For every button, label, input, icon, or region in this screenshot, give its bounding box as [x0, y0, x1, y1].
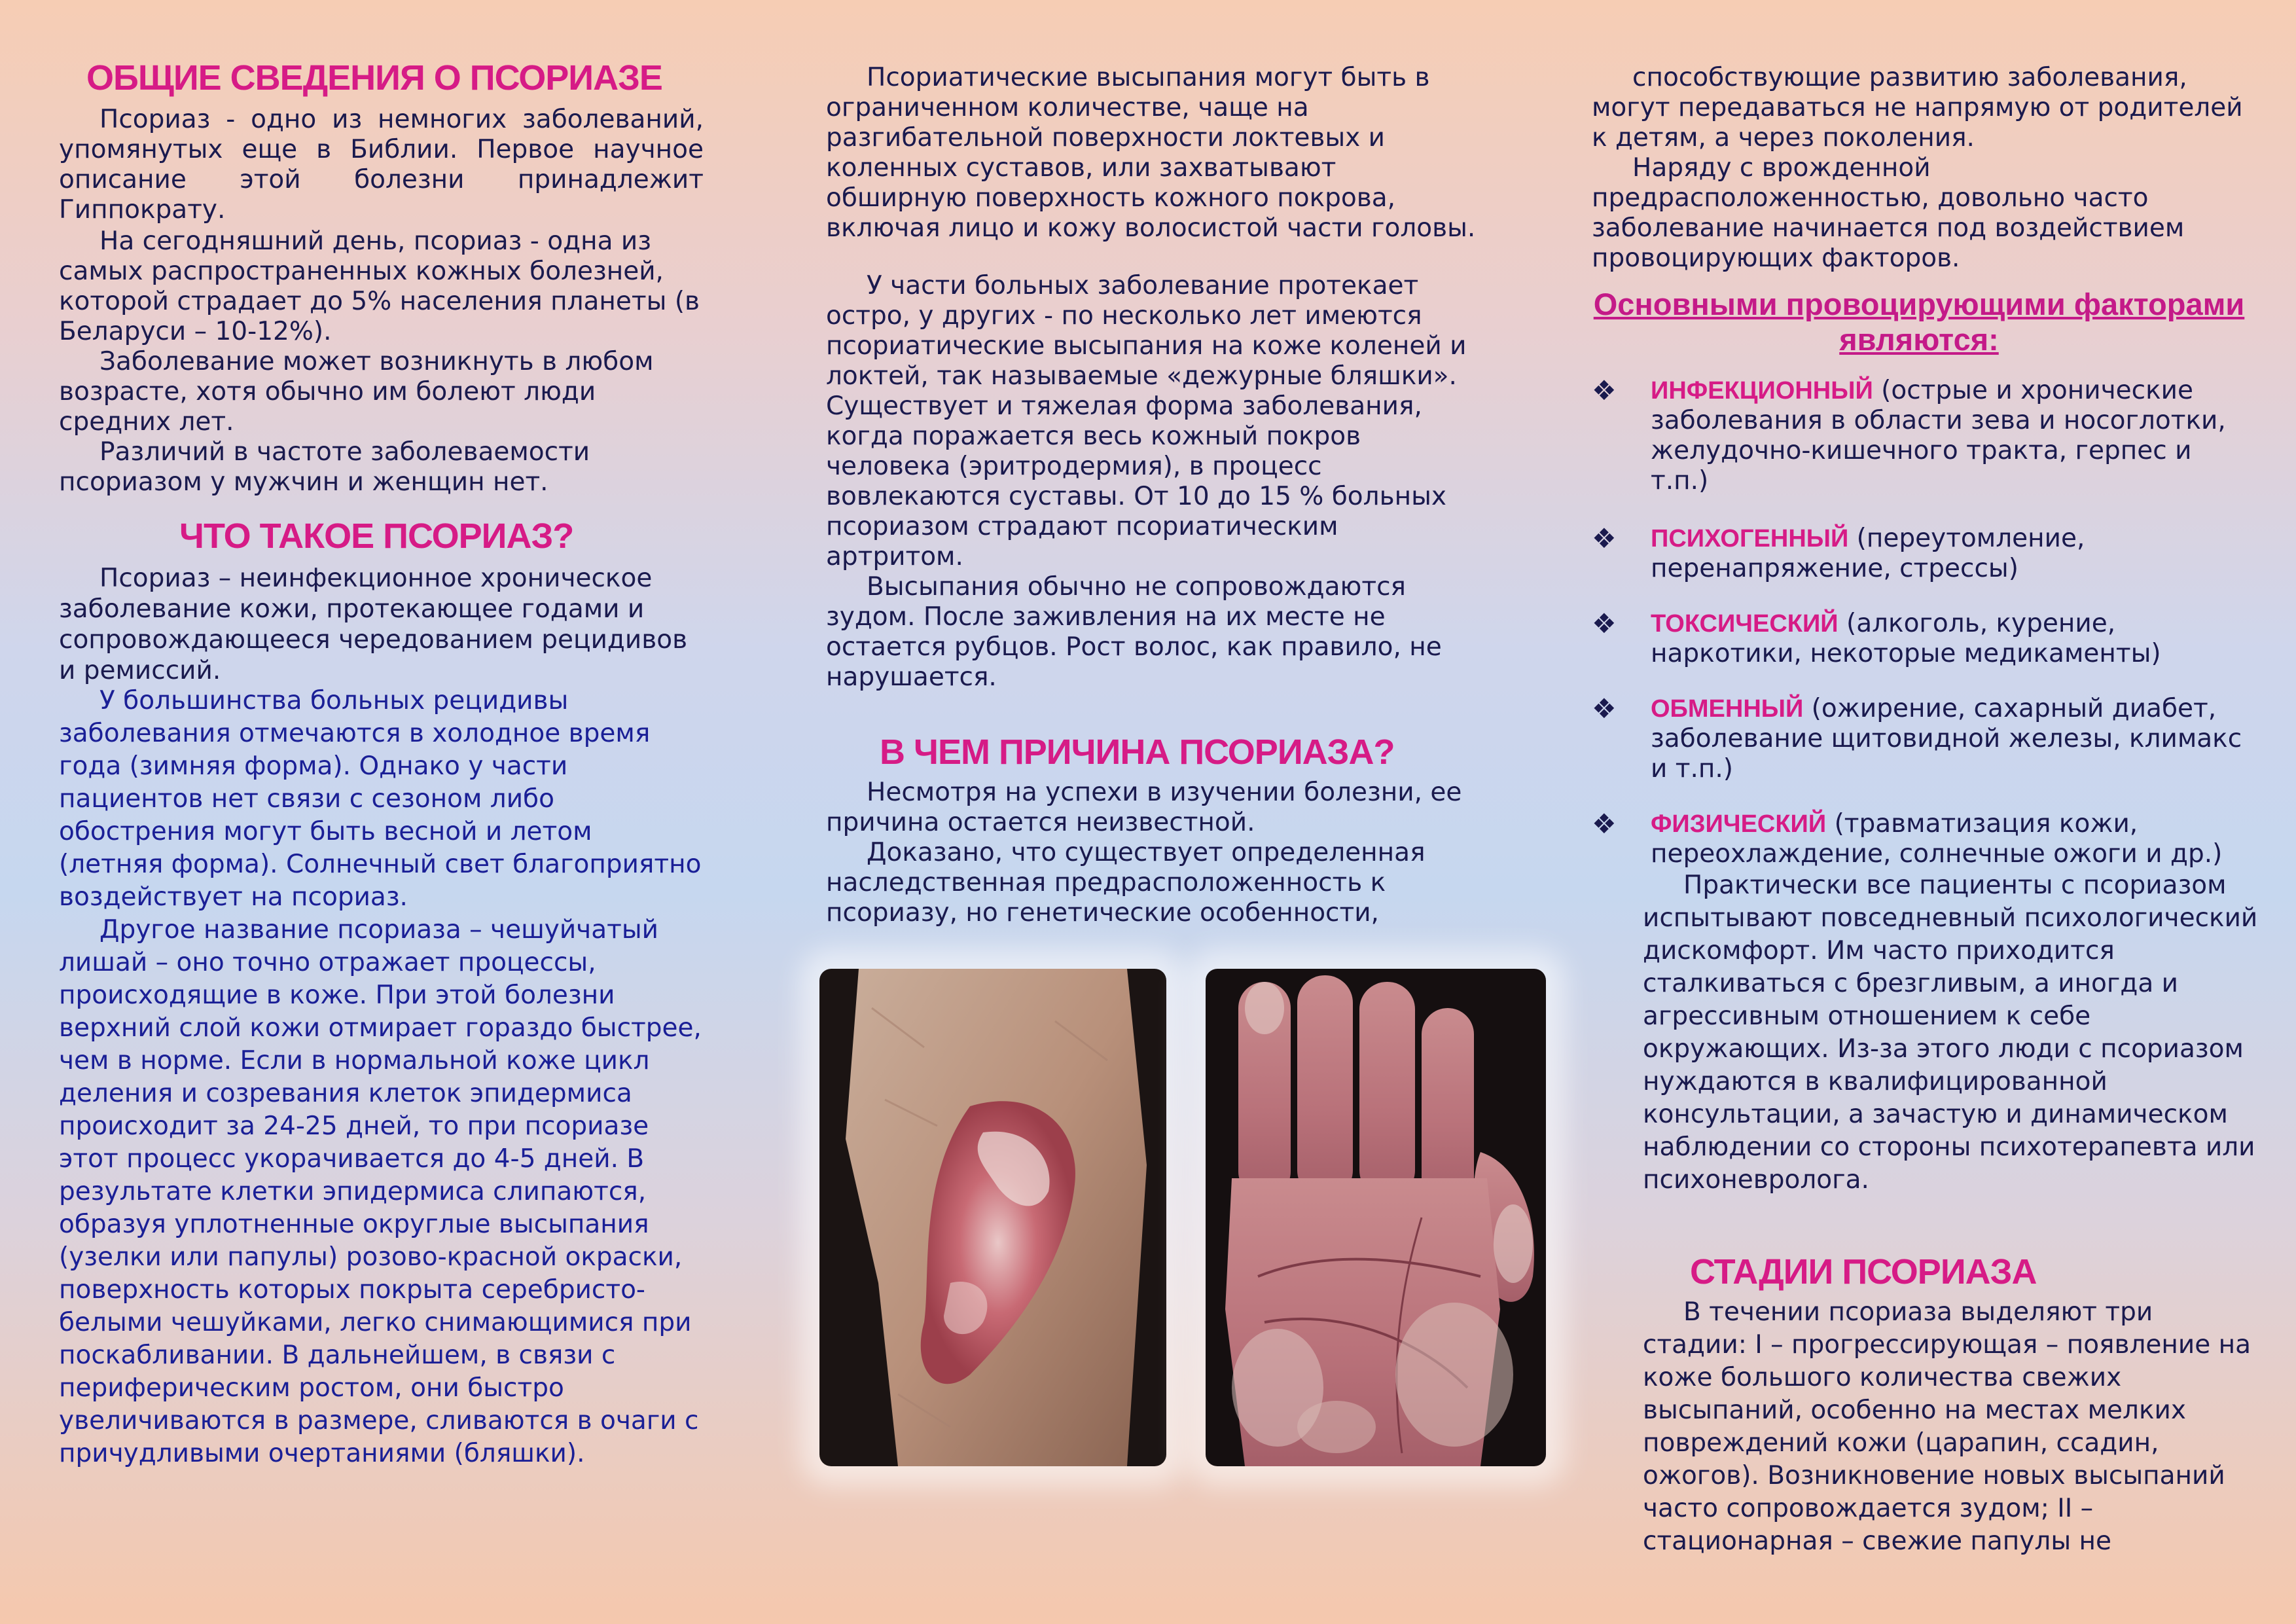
factor-name: ПСИХОГЕННЫЙ — [1651, 525, 1849, 552]
palm-psoriasis-photo — [1206, 969, 1546, 1466]
paragraph-gender: Различий в частоте заболеваемости псориазом у мужчин и женщин нет. — [59, 437, 590, 497]
column-1 — [59, 0, 707, 1624]
factor-text: (переутомление, перенапряжение, стрессы) — [1651, 524, 2085, 583]
bullet-icon: ❖ — [1592, 808, 1617, 840]
bullet-icon: ❖ — [1592, 693, 1617, 725]
factor-psychogenic — [1592, 524, 2253, 584]
paragraph-psychological: Практически все пациенты с псориазом испытывают повседневный психологический дискомфорт. Им часто приходится сталкиваться с брезгливым, а иногда и агрессивным отношением к себе окружающих. Из-за этого люди с псориазом нуждаются в квалифицированной консультации, а зачастую и динамическом наблюдении со стороны психотерапевта или психоневролога. — [1643, 871, 2258, 1195]
bullet-icon: ❖ — [1592, 374, 1617, 406]
heading-cause: В ЧЕМ ПРИЧИНА ПСОРИАЗА? — [880, 732, 1395, 772]
factor-text: (алкоголь, курение, наркотики, некоторые медикаменты) — [1651, 609, 2161, 668]
factor-metabolic — [1592, 694, 2253, 784]
paragraph-distribution: Псориатические высыпания могут быть в ограниченном количестве, чаще на разгибательной поверхности локтевых и коленных суставов, или захватывают обширную поверхность кожного покрова, включая лицо и кожу волосистой части головы. — [826, 63, 1476, 243]
column-2 — [826, 0, 1480, 1624]
paragraph-prevalence: На сегодняшний день, псориаз - одна из самых распространенных кожных болезней, которой страдает до 5% населения планеты (в Беларуси – 10-12%). — [59, 226, 700, 346]
factor-name: ИНФЕКЦИОННЫЙ — [1651, 377, 1873, 405]
bullet-icon: ❖ — [1592, 522, 1617, 554]
factor-text: (ожирение, сахарный диабет, заболевание щитовидной железы, климакс и т.п.) — [1651, 694, 2242, 784]
factor-text: (травматизация кожи, переохлаждение, солнечные ожоги и др.) — [1651, 809, 2223, 869]
factor-infectious — [1592, 376, 2253, 496]
factor-name: ФИЗИЧЕСКИЙ — [1651, 810, 1827, 838]
paragraph-generations: способствующие развитию заболевания, могут передаваться не напрямую от родителей к детям, а через поколения. — [1592, 63, 2243, 153]
column-3 — [1592, 0, 2258, 1624]
factor-name: ТОКСИЧЕСКИЙ — [1651, 610, 1839, 638]
heading-what-is: ЧТО ТАКОЕ ПСОРИАЗ? — [179, 516, 574, 556]
factor-toxic — [1592, 609, 2253, 669]
paragraph-forms: У части больных заболевание протекает остро, у других - по несколько лет имеются псориатические высыпания на коже коленей и локтей, так называемые «дежурные бляшки». Существует и тяжелая форма заболевания, когда поражается весь кожный покров человека (эритродермия), в процесс вовлекаются суставы. От 10 до 15 % больных псориазом страдают псориатическим артритом. — [826, 271, 1467, 571]
paragraph-unknown-cause: Несмотря на успехи в изучении болезни, ее причина остается неизвестной. — [826, 778, 1462, 837]
paragraph-seasonal: У большинства больных рецидивы заболевания отмечаются в холодное время года (зимняя форма). Однако у части пациентов нет связи с сезоном либо обострения могут быть весной и летом (летняя форма). Солнечный свет благоприятно воздействует на псориаз. — [59, 686, 702, 912]
heading-stages: СТАДИИ ПСОРИАЗА — [1690, 1252, 2037, 1291]
paragraph-heredity: Доказано, что существует определенная наследственная предрасположенность к псориазу, но генетические особенности, — [826, 838, 1426, 928]
paragraph-definition: Псориаз – неинфекционное хроническое заболевание кожи, протекающее годами и сопровождающееся чередованием рецидивов и ремиссий. — [59, 564, 688, 685]
paragraph-intro: Псориаз - одно из немногих заболеваний, упомянутых еще в Библии. Первое научное описание этой болезни принадлежит Гиппократу. — [59, 105, 704, 225]
bullet-icon: ❖ — [1592, 607, 1617, 640]
paragraph-stages: В течении псориаза выделяют три стадии: I – прогрессирующая – появление на коже большого количества свежих высыпаний, особенно на местах мелких повреждений кожи (царапин, ссадин, ожогов). Возникновение новых высыпаний часто сопровождается зудом; II – стационарная – свежие папулы не — [1643, 1297, 2251, 1556]
subheading-trigger-factors: Основными провоцирующими факторами являются: — [1593, 287, 2245, 357]
factor-text: (острые и хронические заболевания в области зева и носоглотки, желудочно-кишечного тракта, герпес и т.п.) — [1651, 376, 2226, 496]
factor-name: ОБМЕННЫЙ — [1651, 695, 1804, 723]
heading-general-info: ОБЩИЕ СВЕДЕНИЯ О ПСОРИАЗЕ — [86, 58, 662, 98]
elbow-psoriasis-photo — [819, 969, 1166, 1466]
paragraph-itching: Высыпания обычно не сопровождаются зудом. После заживления на их месте не остается рубцов. Рост волос, как правило, не нарушается. — [826, 572, 1442, 692]
paragraph-mechanism: Другое название псориаза – чешуйчатый лишай – оно точно отражает процессы, происходящие в коже. При этой болезни верхний слой кожи отмирает гораздо быстрее, чем в норме. Если в нормальной коже цикл деления и созревания клеток эпидермиса происходит за 24-25 дней, то при псориазе этот процесс укорачивается до 4-5 дней. В результате клетки эпидермиса слипаются, образуя уплотненные округлые высыпания (узелки или папулы) розово-красной окраски, поверхность которых покрыта серебристо-белыми чешуйками, легко снимающимися при поскабливании. В дальнейшем, в связи с периферическим ростом, они быстро увеличиваются в размере, сливаются в очаги с причудливыми очертаниями (бляшки). — [59, 915, 702, 1468]
paragraph-triggers: Наряду с врожденной предрасположенностью, довольно часто заболевание начинается под воздействием провоцирующих факторов. — [1592, 153, 2185, 273]
factor-physical — [1592, 809, 2253, 869]
paragraph-age: Заболевание может возникнуть в любом возрасте, хотя обычно им болеют люди средних лет. — [59, 347, 654, 437]
